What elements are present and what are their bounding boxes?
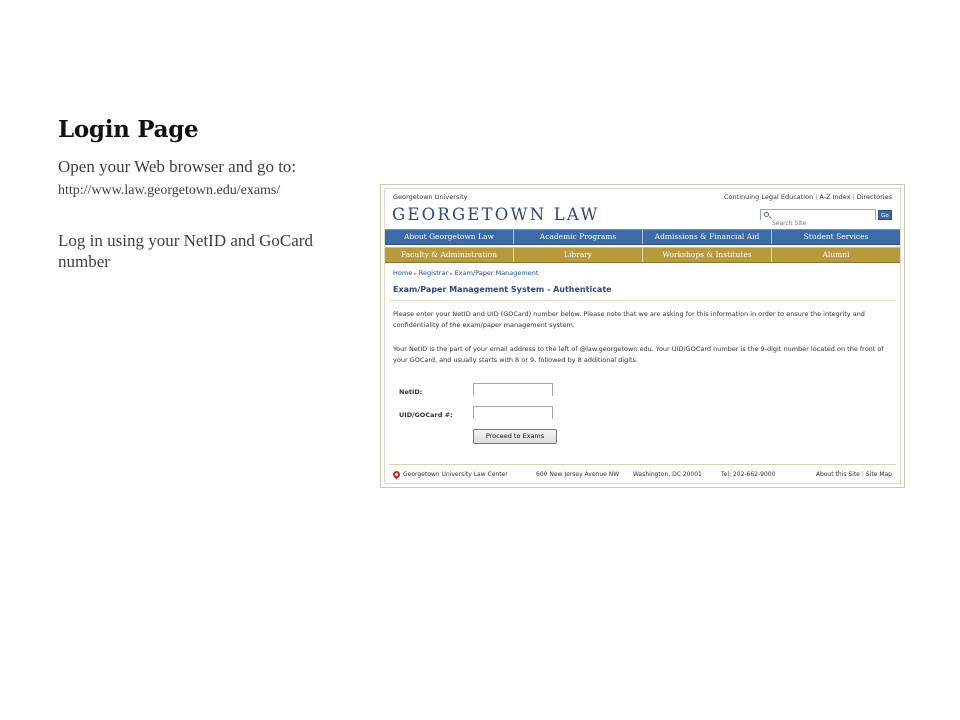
nav-library[interactable]: Library xyxy=(514,248,643,262)
nav-academic-programs[interactable]: Academic Programs xyxy=(514,230,643,244)
nav-about-georgetown-law[interactable]: About Georgetown Law xyxy=(385,230,514,244)
footer xyxy=(393,471,892,481)
divider: | xyxy=(852,193,855,201)
footer-divider xyxy=(389,464,896,465)
footer-address: 600 New Jersey Avenue NW xyxy=(536,471,620,478)
breadcrumb xyxy=(393,269,538,277)
login-screenshot xyxy=(380,184,905,488)
slide-url: http://www.law.georgetown.edu/exams/ xyxy=(58,183,281,198)
footer-city: Washington, DC 20001 xyxy=(633,471,702,478)
website-frame xyxy=(384,188,901,484)
nav-alumni[interactable]: Alumni xyxy=(822,250,850,259)
netid-input[interactable] xyxy=(474,392,552,403)
primary-nav xyxy=(385,229,900,245)
breadcrumb-exam-paper-management[interactable]: Exam/Paper Management xyxy=(454,269,539,277)
link-about-this-site[interactable]: About this Site xyxy=(815,471,860,478)
slide-title: Login Page xyxy=(58,116,199,143)
top-utility-bar xyxy=(393,193,892,203)
nav-student-services[interactable]: Student Services xyxy=(803,232,869,241)
breadcrumb-arrow-icon: ▸ xyxy=(450,271,453,277)
footer-institution[interactable]: Georgetown University Law Center xyxy=(403,471,508,478)
university-name[interactable]: Georgetown University xyxy=(393,193,468,201)
nav-faculty-administration[interactable]: Faculty & Administration xyxy=(385,248,514,262)
uid-input[interactable] xyxy=(474,415,552,426)
divider: | xyxy=(861,471,864,478)
map-pin-icon xyxy=(392,470,402,480)
footer-phone: Tel: 202-662-9000 xyxy=(721,471,776,478)
proceed-to-exams-button[interactable]: Proceed to Exams xyxy=(473,429,557,444)
link-a-z-index[interactable]: A-Z Index xyxy=(819,193,851,201)
top-links xyxy=(724,193,892,201)
page-title: Exam/Paper Management System - Authenticate xyxy=(393,285,612,294)
nav-workshops-institutes[interactable]: Workshops & Institutes xyxy=(643,248,772,262)
breadcrumb-arrow-icon: ▸ xyxy=(414,271,417,277)
search-icon xyxy=(764,212,769,217)
nav-admissions-financial-aid[interactable]: Admissions & Financial Aid xyxy=(643,230,772,244)
intro-paragraph: Please enter your NetID and UID (GOCard) number below. Please note that we are asking for this information in order to ensure the integrity and confidentiality of the exam/paper management system. xyxy=(393,310,865,329)
link-site-map[interactable]: Site Map xyxy=(865,471,892,478)
netid-label: NetID: xyxy=(399,388,423,396)
breadcrumb-registrar[interactable]: Registrar xyxy=(418,269,449,277)
netid-explanation-paragraph: Your NetID is the part of your email address to the left of @law.georgetown.edu. Your UID/GOCard number is the 9-digit number located on the front of your GOCard, and usually starts with 8 or 9, followed by 8 additional digits. xyxy=(393,345,884,364)
footer-links xyxy=(816,471,892,478)
georgetown-law-logo[interactable]: GEORGETOWN LAW xyxy=(392,205,600,224)
uid-field-wrapper xyxy=(473,406,553,419)
link-continuing-legal-education[interactable]: Continuing Legal Education xyxy=(724,193,814,201)
breadcrumb-home[interactable]: Home xyxy=(393,269,413,277)
netid-field-wrapper xyxy=(473,383,553,396)
link-directories[interactable]: Directories xyxy=(856,193,892,201)
search-box xyxy=(760,209,876,220)
secondary-nav xyxy=(385,247,900,263)
slide-instruction-browser: Open your Web browser and go to: xyxy=(58,157,297,176)
title-divider xyxy=(389,300,896,301)
slide-instruction-login: Log in using your NetID and GoCard number xyxy=(58,231,313,271)
search-input[interactable] xyxy=(761,219,875,228)
search-go-button[interactable]: Go xyxy=(878,210,892,220)
uid-label: UID/GOCard #: xyxy=(399,411,453,419)
divider: | xyxy=(815,193,818,201)
